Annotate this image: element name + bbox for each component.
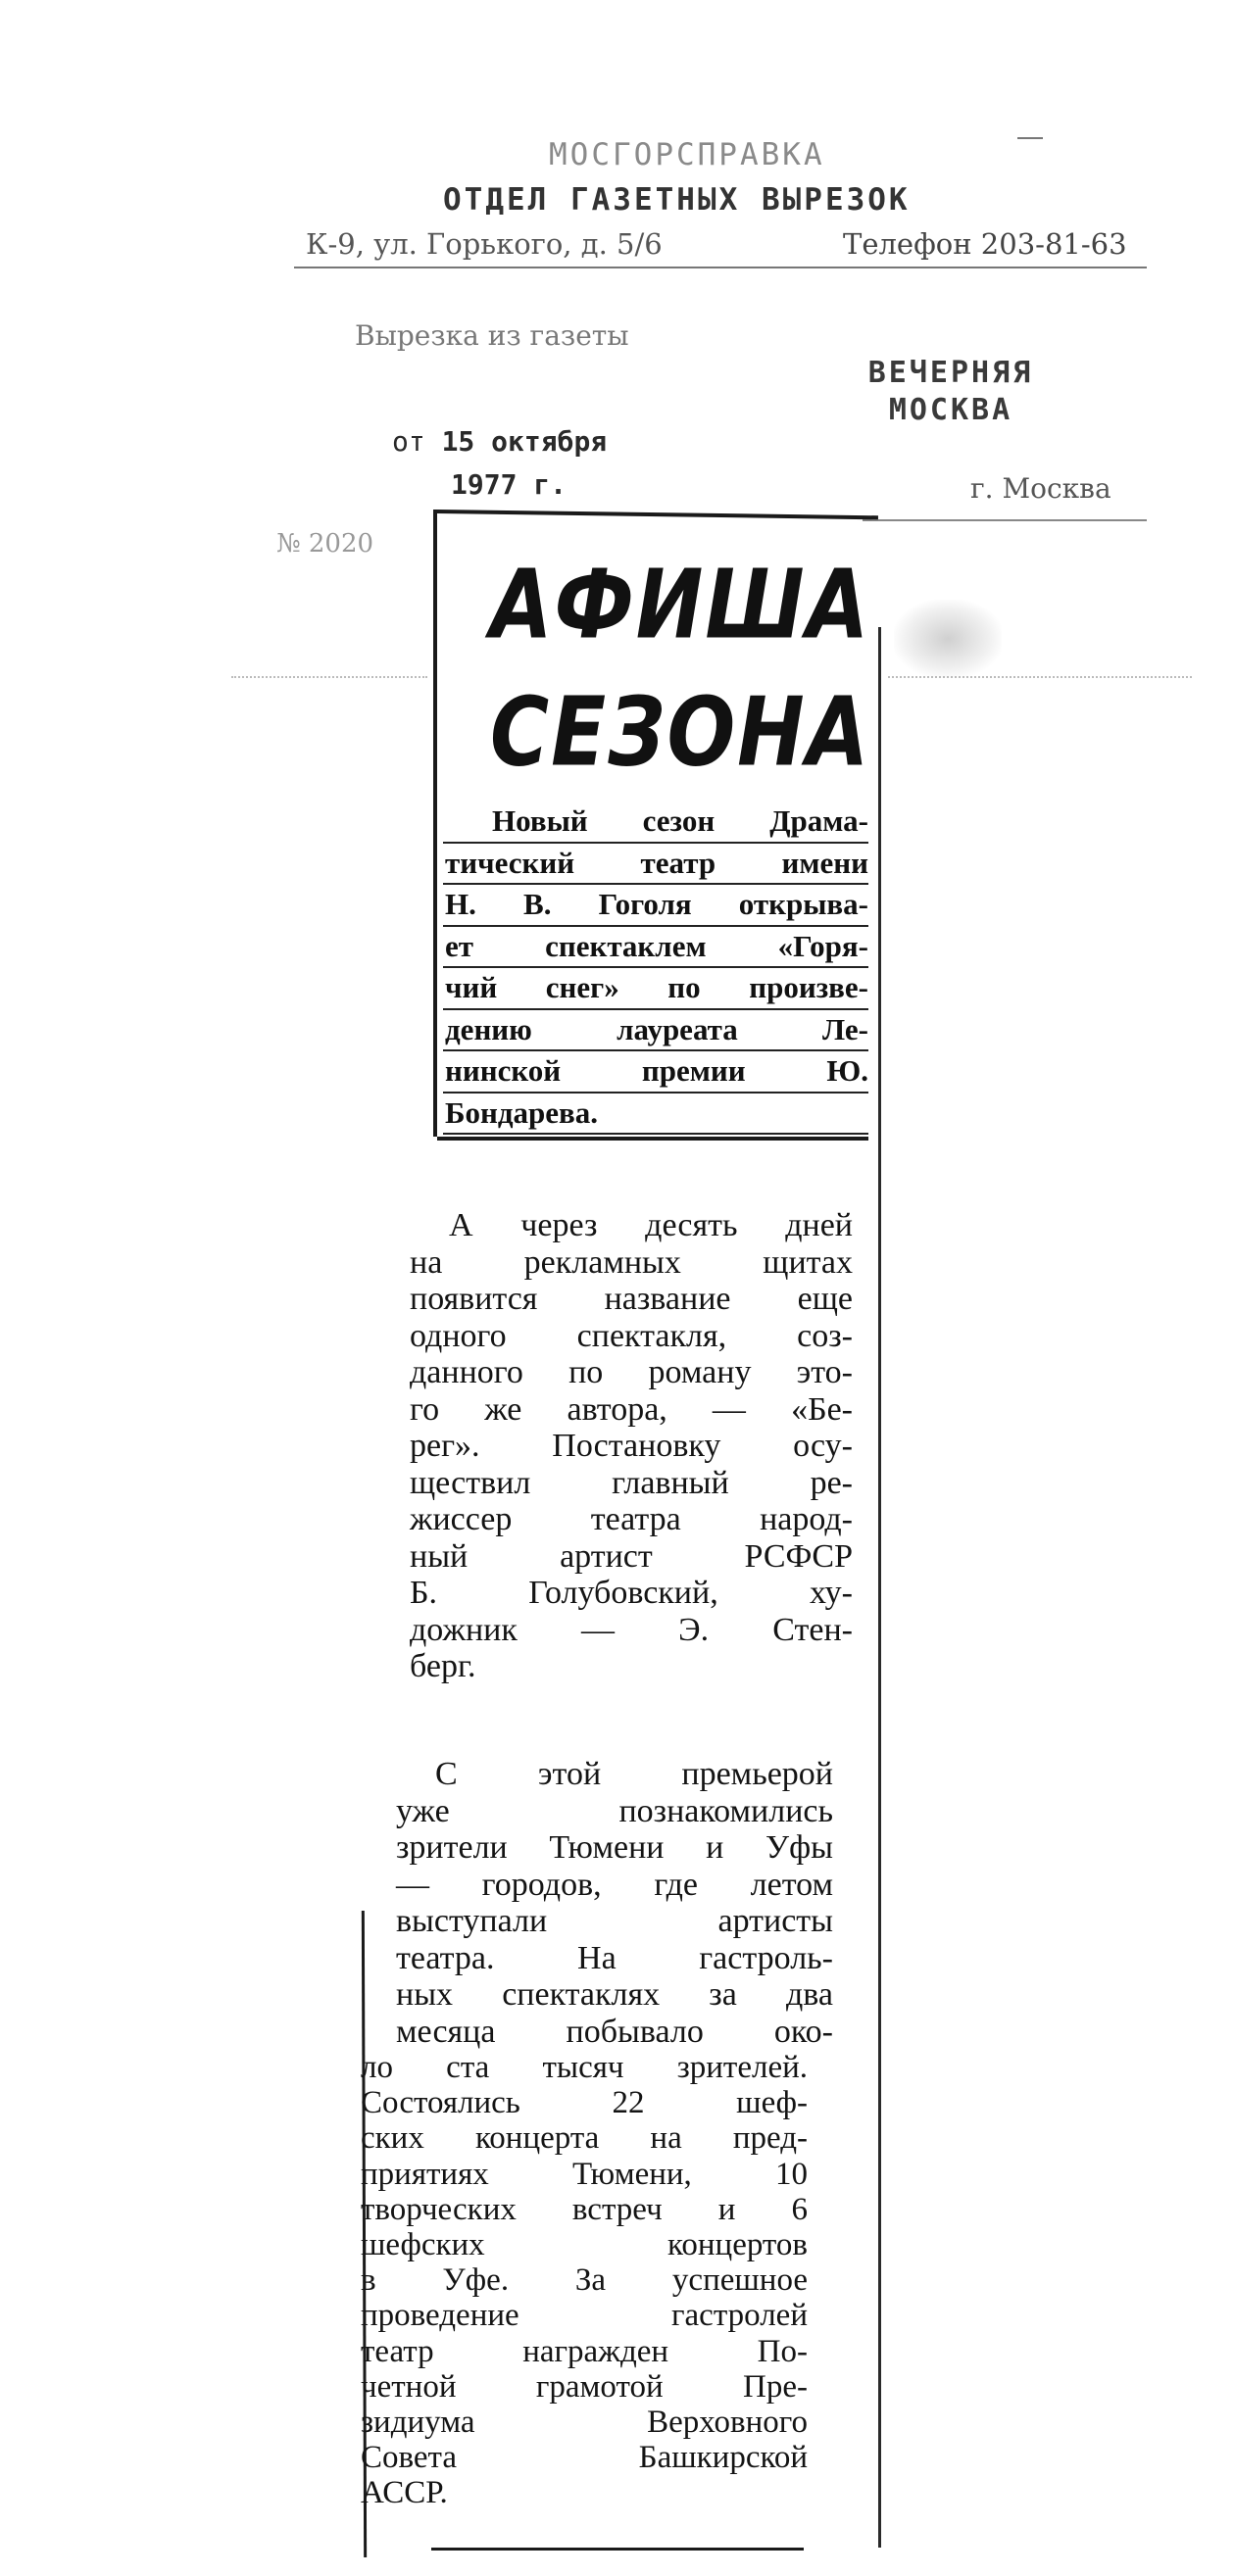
lead-divider [437, 1137, 868, 1141]
body-line: берг. [410, 1648, 476, 1684]
newspaper-name [823, 355, 1078, 429]
article-paragraph-1 [410, 1207, 853, 1685]
body-line: ный артист РСФСР [410, 1537, 853, 1575]
body-line: ществил главный ре- [410, 1464, 853, 1501]
headline-line1: АФИША [490, 551, 871, 661]
body-line: четной грамотой Пре- [361, 2368, 808, 2405]
body-line: месяца побывало око- [396, 2013, 833, 2050]
lead-line: нинской премии Ю. [443, 1051, 868, 1094]
headline-line2: СЕЗОНА [490, 678, 871, 789]
body-line: шефских концертов [361, 2227, 808, 2263]
article-lead [443, 802, 868, 1135]
agency-address: К-9, ул. Горького, д. 5/6 [306, 227, 663, 261]
body-line: — городов, где летом [396, 1866, 833, 1903]
body-line: в Уфе. За успешное [361, 2262, 808, 2299]
stamp-dash [1017, 137, 1043, 139]
cut-label: Вырезка из газеты [355, 319, 629, 352]
clipping-edge-left [433, 510, 437, 1137]
body-line: жиссер театра народ- [410, 1501, 853, 1537]
ink-smudge [894, 600, 1002, 678]
issue-city: г. Москва [970, 472, 1111, 505]
body-line: театр награжден По- [361, 2333, 808, 2369]
dotted-guide-left [231, 676, 427, 678]
agency-phone: Телефон 203-81-63 [843, 227, 1127, 261]
issue-year: 1977 г. [451, 468, 568, 501]
issue-number: № 2020 [276, 529, 374, 559]
newspaper-name-line2: МОСКВА [888, 393, 1013, 427]
body-line: Состоялись 22 шеф- [361, 2085, 808, 2121]
body-line: творческих встреч и 6 [361, 2191, 808, 2227]
body-line: ло ста тысяч зрителей. [361, 2050, 808, 2085]
lead-line: Новый сезон Драма- [443, 802, 868, 844]
lead-line: Н. В. Гоголя открыва- [443, 885, 868, 927]
issue-date [392, 425, 607, 458]
body-line: выступали артисты [396, 1903, 833, 1939]
body-line: зрители Тюмени и Уфы [396, 1829, 833, 1866]
lead-line: ет спектаклем «Горя- [443, 927, 868, 969]
clipping-edge-top [437, 510, 878, 519]
article-paragraph-2b [361, 2050, 808, 2511]
body-line: Совета Башкирской [361, 2440, 808, 2476]
clipping-edge-bottom [431, 2548, 804, 2551]
city-underline [863, 519, 1147, 521]
department-name: ОТДЕЛ ГАЗЕТНЫХ ВЫРЕЗОК [443, 182, 911, 218]
body-line: данного по роману это- [410, 1354, 853, 1390]
clipping-edge-right [878, 627, 881, 2548]
body-line: дожник — Э. Стен- [410, 1611, 853, 1648]
body-line: ных спектаклях за два [396, 1976, 833, 2013]
body-line: Б. Голубовский, ху- [410, 1575, 853, 1611]
body-line: на рекламных щитах [410, 1243, 853, 1281]
stamp-divider [294, 267, 1147, 268]
body-line: А через десять дней [449, 1207, 853, 1243]
lead-line: чий снег» по произве- [443, 968, 868, 1010]
body-line: зидиума Верховного [361, 2405, 808, 2441]
body-line: уже познакомились [396, 1792, 833, 1829]
body-line: проведение гастролей [361, 2298, 808, 2334]
newspaper-name-line1: ВЕЧЕРНЯЯ [867, 356, 1034, 390]
body-line: появится название еще [410, 1281, 853, 1317]
body-line: рег». Постановку осу- [410, 1428, 853, 1464]
lead-line: Бондарева. [443, 1094, 868, 1136]
body-line: С этой премьерой [435, 1756, 833, 1792]
body-line: одного спектакля, соз- [410, 1317, 853, 1354]
lead-line: тический театр имени [443, 844, 868, 886]
body-line: театра. На гастроль- [396, 1939, 833, 1976]
body-line: приятиях Тюмени, 10 [361, 2156, 808, 2192]
article-paragraph-2a [396, 1756, 833, 2050]
body-line: ских концерта на пред- [361, 2120, 808, 2157]
date-prefix: от [392, 425, 425, 458]
lead-line: дению лауреата Ле- [443, 1010, 868, 1052]
agency-name: МОСГОРСПРАВКА [549, 137, 825, 172]
date-value: 15 октября [441, 425, 608, 458]
body-line: АССР. [361, 2475, 448, 2511]
body-line: го же автора, — «Бе- [410, 1390, 853, 1428]
